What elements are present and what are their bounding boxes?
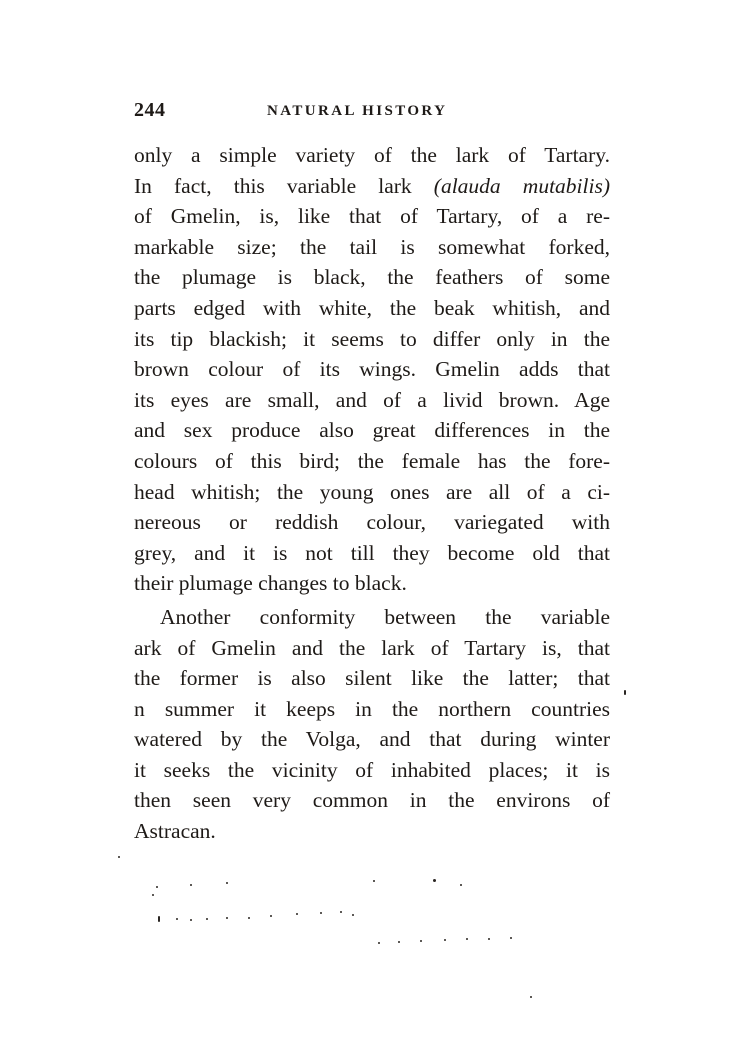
text-line: of Gmelin, is, like that of Tartary, of a re- (134, 204, 610, 229)
paper-speck (176, 918, 178, 920)
paper-speck (320, 912, 322, 914)
running-head (134, 99, 610, 123)
paper-speck (352, 914, 354, 916)
text-line: and sex produce also great differences in the (134, 418, 610, 443)
running-title: NATURAL HISTORY (267, 103, 448, 119)
text-line: then seen very common in the environs of (134, 788, 610, 813)
paper-speck (270, 915, 272, 917)
paper-speck (466, 938, 468, 940)
latin-species-name: (alauda mutabilis) (433, 173, 610, 198)
text-fragment: In fact, this variable lark (134, 173, 434, 198)
body-text (134, 140, 610, 847)
text-line: watered by the Volga, and that during winter (134, 727, 610, 752)
paper-speck (226, 917, 228, 919)
paper-speck (206, 918, 208, 920)
paper-speck (488, 938, 490, 940)
text-line: the former is also silent like the latter; that (134, 666, 610, 691)
text-line: n summer it keeps in the northern countries (134, 696, 610, 721)
paper-speck (510, 937, 512, 939)
text-line: nereous or reddish colour, variegated with (134, 510, 610, 535)
text-line: the plumage is black, the feathers of some (134, 265, 610, 290)
paper-speck (226, 882, 228, 884)
page-number: 244 (134, 99, 166, 121)
text-line: grey, and it is not till they become old that (134, 540, 610, 565)
text-line: brown colour of its wings. Gmelin adds that (134, 357, 610, 382)
text-line: Another conformity between the variable (160, 604, 610, 629)
text-line: its eyes are small, and of a livid brown. Age (134, 387, 610, 412)
paper-speck (296, 913, 298, 915)
text-line-with-latin-name (134, 171, 610, 202)
text-line: ark of Gmelin and the lark of Tartary is, that (134, 635, 610, 660)
paper-speck (156, 886, 158, 888)
text-line: their plumage changes to black. (134, 571, 407, 596)
paper-speck (158, 916, 160, 922)
paper-speck (378, 942, 380, 944)
text-line: it seeks the vicinity of inhabited places; it is (134, 757, 610, 782)
text-line: only a simple variety of the lark of Tartary. (134, 143, 610, 167)
paper-speck (118, 856, 120, 858)
paper-speck (460, 884, 462, 886)
text-line: Astracan. (134, 819, 216, 844)
paper-speck (373, 880, 375, 882)
paper-speck (624, 690, 626, 695)
text-line: its tip blackish; it seems to differ only in the (134, 326, 610, 351)
paper-speck (398, 941, 400, 943)
paper-speck (152, 894, 154, 896)
text-line: colours of this bird; the female has the fore- (134, 448, 610, 473)
paper-speck (433, 879, 436, 882)
paper-speck (444, 939, 446, 941)
paper-speck (248, 917, 250, 919)
paper-speck (190, 884, 192, 886)
paper-speck (190, 919, 192, 921)
text-line: markable size; the tail is somewhat forked, (134, 234, 610, 259)
text-line: parts edged with white, the beak whitish, and (134, 295, 610, 320)
paper-speck (340, 911, 342, 913)
paper-speck (420, 940, 422, 942)
text-line: head whitish; the young ones are all of a ci- (134, 479, 610, 504)
paper-speck (530, 996, 532, 998)
